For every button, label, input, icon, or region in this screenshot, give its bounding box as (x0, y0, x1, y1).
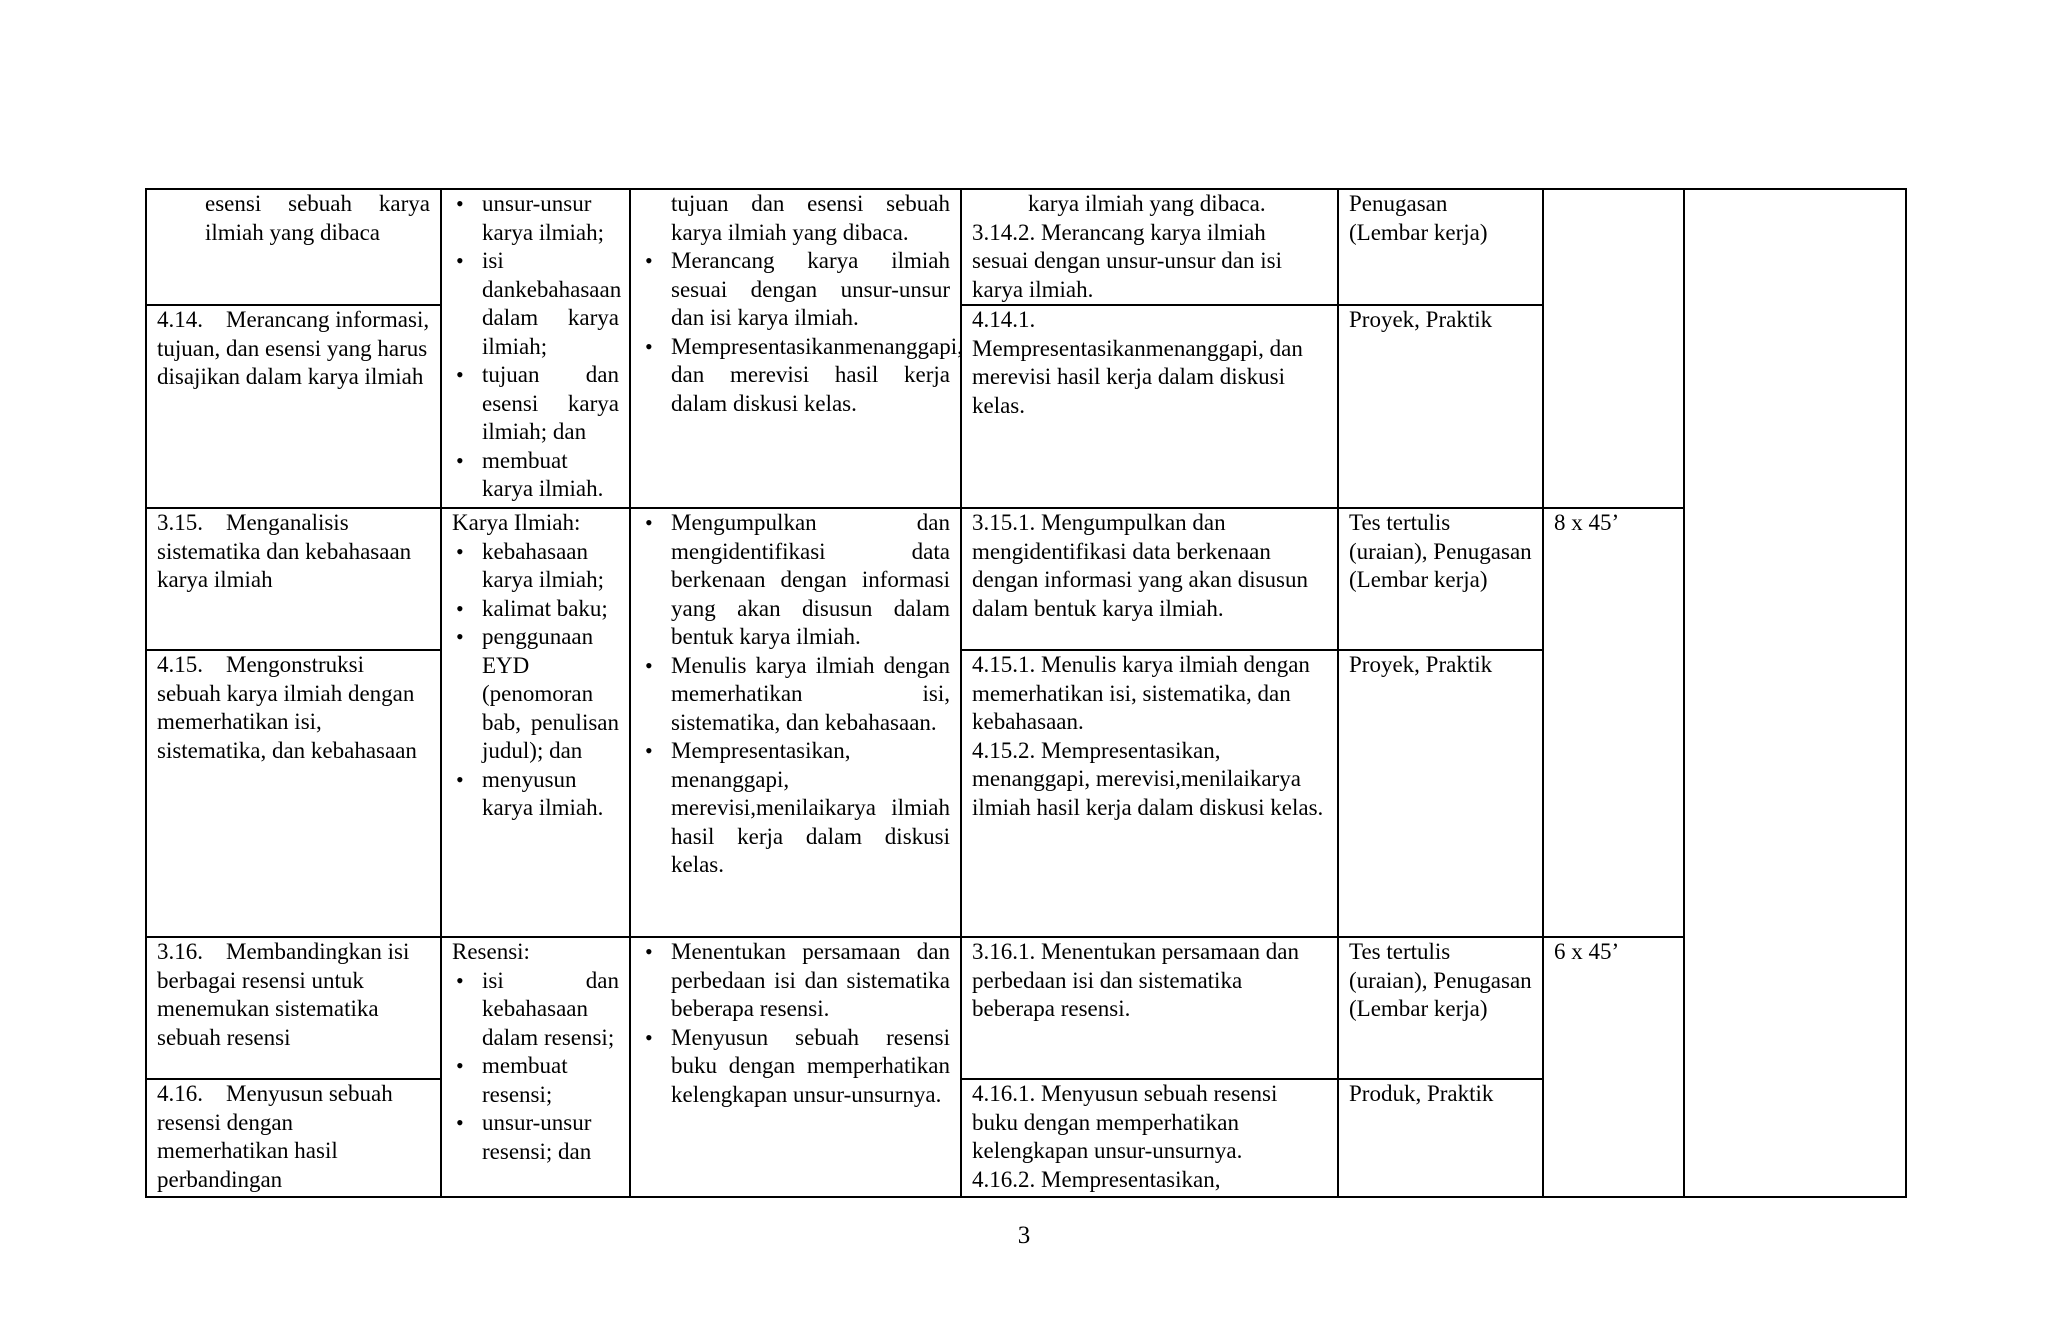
penilaian-text: Tes tertulis (uraian), Penugasan (Lembar kerja) (1349, 510, 1532, 592)
materi-list (452, 538, 619, 823)
kd-text: Merancang informasi, tujuan, dan esensi yang harus disajikan dalam karya ilmiah (157, 307, 430, 389)
list-item-continued: tujuan dan esensi sebuah karya ilmiah yang dibaca. (671, 191, 950, 245)
penilaian-text: Proyek, Praktik (1349, 652, 1493, 677)
kd-cell (146, 508, 441, 650)
kd-number: 3.16. (157, 939, 203, 964)
indikator-number: 4.16.2. (972, 1166, 1036, 1192)
list-item: • menyusun karya ilmiah. (482, 766, 619, 823)
waktu-cell (1543, 189, 1684, 508)
indikator-item (972, 938, 1327, 1024)
list-item: • membuat resensi; (482, 1052, 619, 1109)
kd-cell (146, 1079, 441, 1197)
kd-number: 4.16. (157, 1081, 203, 1106)
penilaian-cell (1338, 189, 1543, 305)
table-row (146, 189, 1906, 305)
indikator-item (972, 737, 1327, 823)
indikator-text: Menyusun sebuah resensi buku dengan memperhatikan kelengkapan unsur-unsurnya. (972, 1081, 1278, 1163)
indikator-number: 3.14.2. (972, 219, 1036, 245)
penilaian-cell (1338, 937, 1543, 1079)
list-item: • Merancang karya ilmiah sesuai dengan unsur-unsur dan isi karya ilmiah. (671, 247, 950, 333)
materi-title: Resensi: (452, 939, 530, 964)
penilaian-text: Penugasan (Lembar kerja) (1349, 191, 1488, 245)
list-item: • penggunaan EYD (penomoran bab, penulisan judul); dan (482, 623, 619, 766)
indikator-cell (961, 937, 1338, 1079)
kd-cell (146, 189, 441, 305)
waktu-text: 8 x 45’ (1554, 510, 1620, 535)
kd-item (157, 651, 430, 765)
materi-title: Karya Ilmiah: (452, 510, 581, 535)
indikator-cell (961, 189, 1338, 305)
list-item: • membuat karya ilmiah. (482, 447, 619, 504)
kd-number: 4.15. (157, 652, 203, 677)
indikator-text: Menulis karya ilmiah dengan memerhatikan isi, sistematika, dan kebahasaan. (972, 652, 1310, 734)
sumber-cell (1684, 189, 1906, 1197)
indikator-text: Mempresentasikanmenanggapi, dan merevisi hasil kerja dalam diskusi kelas. (972, 335, 1303, 418)
materi-list (452, 967, 619, 1167)
list-item: • isi dankebahasaan dalam karya ilmiah; (482, 247, 619, 361)
indikator-item (972, 1080, 1327, 1166)
pembelajaran-list (641, 938, 950, 1109)
kd-cell (146, 650, 441, 937)
kd-text: Menyusun sebuah resensi dengan memerhatikan hasil perbandingan (157, 1081, 393, 1192)
kd-item (157, 938, 430, 1052)
materi-cell (441, 508, 630, 937)
indikator-cell (961, 650, 1338, 937)
indikator-item (972, 651, 1327, 737)
list-item: • Menentukan persamaan dan perbedaan isi dan sistematika beberapa resensi. (671, 938, 950, 1024)
pembelajaran-cell (630, 508, 961, 937)
indikator-text: Mempresentasikan, menanggapi, merevisi,menilaikarya ilmiah hasil kerja dalam diskusi kelas. (972, 737, 1324, 820)
indikator-cell (961, 1079, 1338, 1197)
indikator-item (972, 1166, 1327, 1195)
kd-number: 4.14. (157, 307, 203, 332)
table-row (146, 508, 1906, 650)
pembelajaran-list (641, 190, 963, 418)
kd-text: Mengonstruksi sebuah karya ilmiah dengan memerhatikan isi, sistematika, dan kebahasaan (157, 652, 417, 763)
list-item: • Menulis karya ilmiah dengan memerhatikan isi, sistematika, dan kebahasaan. (671, 652, 950, 738)
pembelajaran-cell (630, 937, 961, 1197)
indikator-number: 4.15.2. (972, 737, 1036, 763)
page-number: 3 (1017, 1222, 1031, 1249)
kd-text: Menganalisis sistematika dan kebahasaan karya ilmiah (157, 510, 412, 592)
waktu-cell (1543, 508, 1684, 937)
indikator-item (972, 509, 1327, 623)
penilaian-cell (1338, 650, 1543, 937)
waktu-cell (1543, 937, 1684, 1197)
materi-cell (441, 189, 630, 508)
list-item: • Mempresentasikanmenanggapi, dan merevisi hasil kerja dalam diskusi kelas. (671, 333, 950, 419)
penilaian-text: Produk, Praktik (1349, 1081, 1494, 1106)
indikator-text: Mengumpulkan dan mengidentifikasi data berkenaan dengan informasi yang akan disusun dalam bentuk karya ilmiah. (972, 510, 1308, 621)
list-item: • unsur-unsur karya ilmiah; (482, 190, 619, 247)
indikator-item (972, 306, 1327, 420)
kd-text: esensi sebuah karya ilmiah yang dibaca (205, 191, 430, 245)
list-item: • unsur-unsur resensi; dan (482, 1109, 619, 1166)
indikator-text: Merancang karya ilmiah sesuai dengan unsur-unsur dan isi karya ilmiah. (972, 219, 1282, 302)
list-item: • isi dan kebahasaan dalam resensi; (482, 967, 619, 1053)
kd-item (157, 306, 430, 392)
indikator-cell (961, 305, 1338, 508)
pembelajaran-list (641, 509, 950, 880)
penilaian-text: Tes tertulis (uraian), Penugasan (Lembar kerja) (1349, 939, 1532, 1021)
materi-cell (441, 937, 630, 1197)
indikator-number: 4.15.1. (972, 652, 1036, 677)
kd-cell (146, 305, 441, 508)
indikator-number: 3.15.1. (972, 510, 1036, 535)
list-item: • Mempresentasikan, menanggapi, merevisi,menilaikarya ilmiah hasil kerja dalam diskusi kelas. (671, 737, 950, 880)
indikator-item (972, 219, 1327, 305)
list-item: • Menyusun sebuah resensi buku dengan memperhatikan kelengkapan unsur-unsurnya. (671, 1024, 950, 1110)
list-item: • kebahasaan karya ilmiah; (482, 538, 619, 595)
kd-item (157, 509, 430, 595)
indikator-number: 4.14.1. (972, 307, 1036, 332)
penilaian-text: Proyek, Praktik (1349, 307, 1493, 332)
waktu-text: 6 x 45’ (1554, 939, 1620, 964)
indikator-text: Menentukan persamaan dan perbedaan isi dan sistematika beberapa resensi. (972, 939, 1300, 1021)
indikator-number: 3.16.1. (972, 939, 1036, 964)
syllabus-table (145, 188, 1907, 1198)
list-item: • kalimat baku; (482, 595, 619, 624)
kd-number: 3.15. (157, 510, 203, 535)
indikator-number: 4.16.1. (972, 1081, 1036, 1106)
table-row (146, 937, 1906, 1079)
kd-cell (146, 937, 441, 1079)
list-item: • Mengumpulkan dan mengidentifikasi data berkenaan dengan informasi yang akan disusun dalam bentuk karya ilmiah. (671, 509, 950, 652)
kd-item (157, 1080, 430, 1194)
materi-list (452, 190, 622, 504)
pembelajaran-cell (630, 189, 961, 508)
list-item: • tujuan dan esensi karya ilmiah; dan (482, 361, 619, 447)
indikator-text: karya ilmiah yang dibaca. (1028, 191, 1266, 216)
penilaian-cell (1338, 305, 1543, 508)
penilaian-cell (1338, 1079, 1543, 1197)
indikator-text: Mempresentasikan, (1041, 1166, 1221, 1192)
penilaian-cell (1338, 508, 1543, 650)
kd-text: Membandingkan isi berbagai resensi untuk menemukan sistematika sebuah resensi (157, 939, 410, 1050)
indikator-cell (961, 508, 1338, 650)
